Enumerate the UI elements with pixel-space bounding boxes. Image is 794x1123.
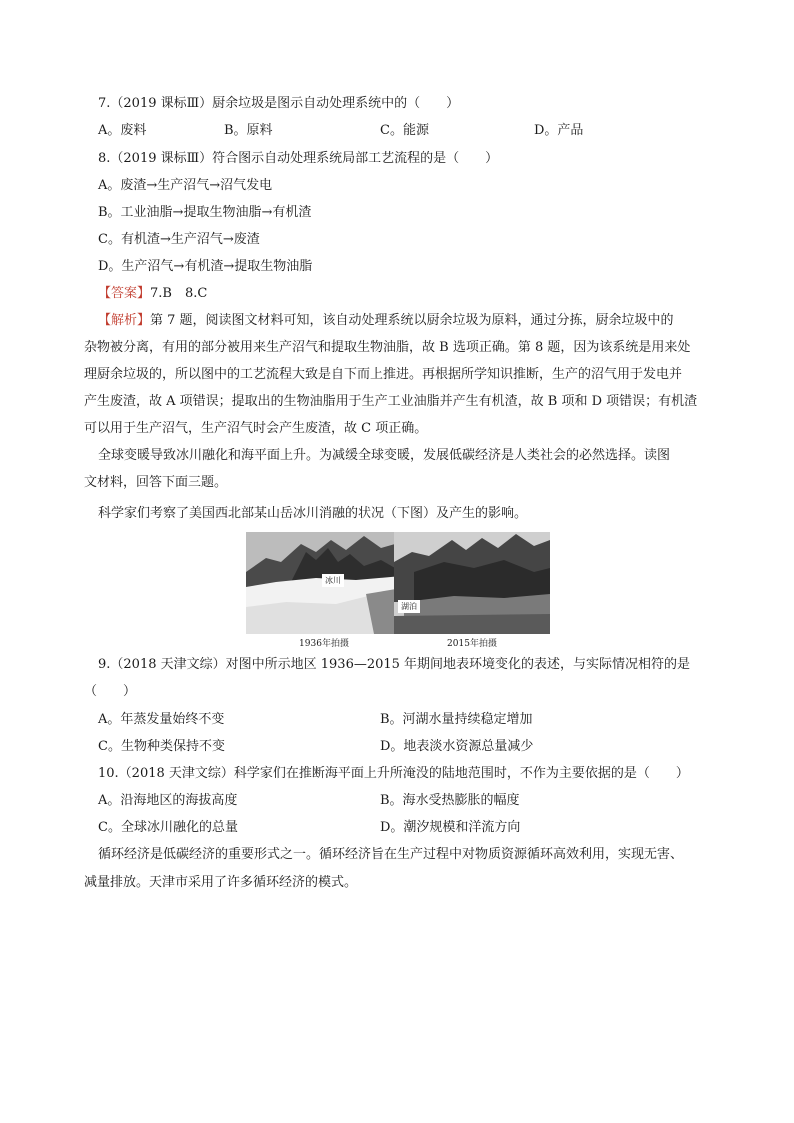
q9-stem-line-1: 9.（2018 天津文综）对图中所示地区 1936—2015 年期间地表环境变化的表述，与实际情况相符的是 bbox=[98, 657, 691, 672]
q8-stem: 8.（2019 课标Ⅲ）符合图示自动处理系统局部工艺流程的是（ ） bbox=[98, 151, 499, 166]
q7-stem: 7.（2019 课标Ⅲ）厨余垃圾是图示自动处理系统中的（ ） bbox=[98, 96, 460, 111]
q9-option-a: A。年蒸发量始终不变 bbox=[98, 712, 225, 727]
analysis-line-3: 理厨余垃圾的，所以图中的工艺流程大致是自下而上推进。再根据所学知识推断，生产的沼气用于发电并 bbox=[84, 367, 683, 382]
q10-option-d: D。潮汐规模和洋流方向 bbox=[380, 820, 521, 835]
analysis-line-2: 杂物被分离，有用的部分被用来生产沼气和提取生物油脂，故 B 选项正确。第 8 题，因为该系统是用来处 bbox=[84, 340, 691, 355]
intro-line-2: 文材料，回答下面三题。 bbox=[84, 475, 228, 490]
answer-line bbox=[98, 285, 207, 303]
q9-option-c: C。生物种类保持不变 bbox=[98, 739, 225, 754]
glacier-label: 冰川 bbox=[322, 574, 344, 587]
q9-stem-line-2: （ ） bbox=[84, 684, 137, 699]
q8-option-c: C。有机渣→生产沼气→废渣 bbox=[98, 232, 260, 247]
caption-1936: 1936年拍摄 bbox=[299, 639, 349, 649]
q7-option-a: A。废料 bbox=[98, 123, 147, 138]
q9-option-d: D。地表淡水资源总量减少 bbox=[380, 739, 534, 754]
analysis-line-4: 产生废渣，故 A 项错误；提取出的生物油脂用于生产工业油脂并产生有机渣，故 B 项和 D 项错误；有机渣 bbox=[84, 394, 698, 409]
q7-option-c: C。能源 bbox=[380, 123, 429, 138]
closing-line-1: 循环经济是低碳经济的重要形式之一。循环经济旨在生产过程中对物质资源循环高效利用，实现无害、 bbox=[98, 847, 684, 862]
analysis-tag: 【解析】 bbox=[98, 313, 151, 328]
lake-label: 湖泊 bbox=[398, 600, 420, 613]
q8-option-d: D。生产沼气→有机渣→提取生物油脂 bbox=[98, 259, 313, 274]
q8-option-a: A。废渣→生产沼气→沼气发电 bbox=[98, 178, 273, 193]
intro-line-1: 全球变暖导致冰川融化和海平面上升。为减缓全球变暖，发展低碳经济是人类社会的必然选择。读图 bbox=[98, 448, 671, 463]
q7-option-d: D。产品 bbox=[534, 123, 584, 138]
closing-line-2: 减量排放。天津市采用了许多循环经济的模式。 bbox=[84, 875, 358, 890]
answer-tag: 【答案】 bbox=[98, 286, 151, 301]
analysis-line-1 bbox=[98, 312, 674, 330]
answer-text: 7.B 8.C bbox=[150, 286, 208, 301]
analysis-line-5: 可以用于生产沼气，生产沼气时会产生废渣，故 C 项正确。 bbox=[84, 421, 428, 436]
caption-2015: 2015年拍摄 bbox=[447, 639, 497, 649]
q7-option-b: B。原料 bbox=[224, 123, 273, 138]
q10-stem: 10.（2018 天津文综）科学家们在推断海平面上升所淹没的陆地范围时，不作为主要依据的是（ ） bbox=[98, 766, 689, 781]
analysis-text-1: 第 7 题，阅读图文材料可知，该自动处理系统以厨余垃圾为原料，通过分拣，厨余垃圾中的 bbox=[150, 313, 674, 328]
q8-option-b: B。工业油脂→提取生物油脂→有机渣 bbox=[98, 205, 312, 220]
glacier-photo-1936 bbox=[246, 532, 402, 634]
lake-photo-2015 bbox=[394, 532, 550, 634]
q10-option-c: C。全球冰川融化的总量 bbox=[98, 820, 238, 835]
q10-option-b: B。海水受热膨胀的幅度 bbox=[380, 793, 520, 808]
q9-option-b: B。河湖水量持续稳定增加 bbox=[380, 712, 533, 727]
science-line: 科学家们考察了美国西北部某山岳冰川消融的状况（下图）及产生的影响。 bbox=[98, 506, 528, 521]
q10-option-a: A。沿海地区的海拔高度 bbox=[98, 793, 238, 808]
